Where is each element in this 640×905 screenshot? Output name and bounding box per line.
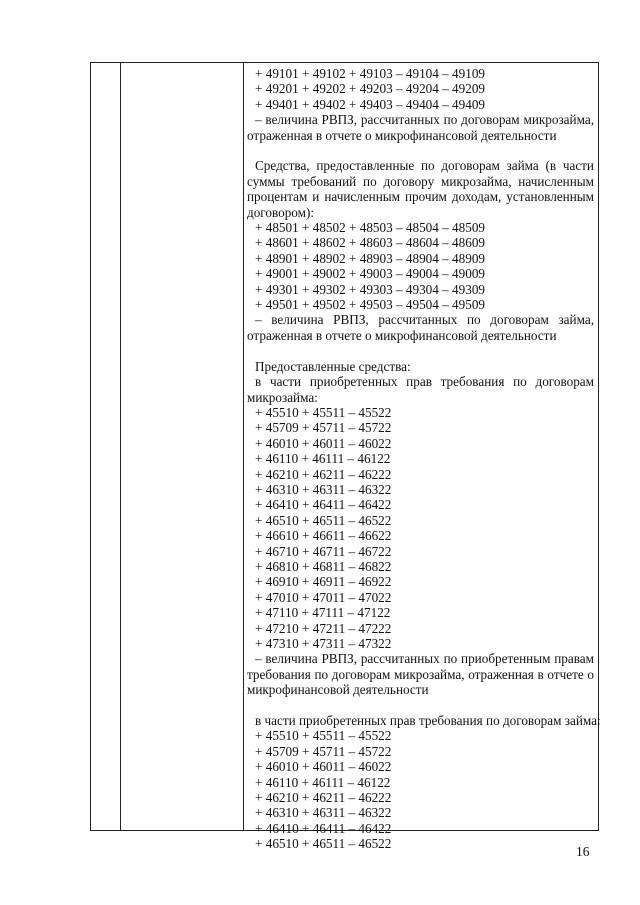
rvpz-note: – величина РВПЗ, рассчитанных по договорам микрозайма, отраженная в отчете о микрофинансовой деятельности xyxy=(247,112,594,143)
formula-line: + 49101 + 49102 + 49103 – 49104 – 49109 xyxy=(255,66,486,81)
formula-line: + 49201 + 49202 + 49203 – 49204 – 49209 xyxy=(255,81,486,97)
formula-line: + 47210 + 47211 – 47222 xyxy=(255,620,392,636)
formula-list xyxy=(247,728,594,851)
formula-line: + 46310 + 46311 – 46322 xyxy=(255,481,392,497)
formula-line: + 48601 + 48602 + 48603 – 48604 – 48609 xyxy=(255,235,486,251)
formula-line: + 46010 + 46011 – 46022 xyxy=(255,435,392,451)
formula-list xyxy=(247,405,594,652)
formula-line: + 46110 + 46111 – 46122 xyxy=(255,451,391,467)
formula-line: + 46510 + 46511 – 46522 xyxy=(255,836,392,852)
column-divider xyxy=(120,63,121,830)
formula-line: + 49401 + 49402 + 49403 – 49404 – 49409 xyxy=(255,96,486,112)
formula-line: + 46010 + 46011 – 46022 xyxy=(255,759,392,775)
column-divider xyxy=(243,63,244,830)
formula-line: + 46310 + 46311 – 46322 xyxy=(255,805,392,821)
formula-list xyxy=(247,66,594,112)
formula-line: + 47310 + 47311 – 47322 xyxy=(255,636,392,651)
formula-line: + 46110 + 46111 – 46122 xyxy=(255,774,391,790)
formula-line: + 45709 + 45711 – 45722 xyxy=(255,420,392,436)
formula-line: + 46610 + 46611 – 46622 xyxy=(255,528,392,544)
formula-line: + 49501 + 49502 + 49503 – 49504 – 49509 xyxy=(255,297,486,313)
formula-line: + 46410 + 46411 – 46422 xyxy=(255,497,392,513)
formula-line: + 48501 + 48502 + 48503 – 48504 – 48509 xyxy=(255,220,486,236)
formula-line: + 46710 + 46711 – 46722 xyxy=(255,543,392,559)
formula-line: + 48901 + 48902 + 48903 – 48904 – 48909 xyxy=(255,250,486,266)
section-heading: Предоставленные средства: xyxy=(255,358,411,374)
section-subheading: в части приобретенных прав требования по договорам микрозайма: xyxy=(247,374,594,405)
table-cell-content xyxy=(247,66,601,852)
formula-line: + 46910 + 46911 – 46922 xyxy=(255,574,392,590)
formula-line: + 46210 + 46211 – 46222 xyxy=(255,466,392,482)
formula-list xyxy=(247,220,594,312)
formula-line: + 46410 + 46411 – 46422 xyxy=(255,820,392,836)
formula-line: + 49001 + 49002 + 49003 – 49004 – 49009 xyxy=(255,266,486,282)
formula-line: + 46210 + 46211 – 46222 xyxy=(255,790,392,806)
formula-line: + 45510 + 45511 – 45522 xyxy=(255,404,392,420)
formula-line: + 47110 + 47111 – 47122 xyxy=(255,605,391,621)
section-heading: Средства, предоставленные по договорам займа (в части суммы требований по договору микрозайма, начисленным процентам и начисленным прочим доходам, установленным договором): xyxy=(247,158,594,220)
section-subheading: в части приобретенных прав требования по договорам займа: xyxy=(255,713,601,729)
rvpz-note: – величина РВПЗ, рассчитанных по договорам займа, отраженная в отчете о микрофинансовой деятельности xyxy=(247,312,594,343)
formula-line: + 46510 + 46511 – 46522 xyxy=(255,512,392,528)
formula-line: + 49301 + 49302 + 49303 – 49304 – 49309 xyxy=(255,281,486,297)
formula-line: + 45709 + 45711 – 45722 xyxy=(255,743,392,759)
formula-line: + 46810 + 46811 – 46822 xyxy=(255,558,392,574)
formula-line: + 47010 + 47011 – 47022 xyxy=(255,589,392,605)
formula-line: + 45510 + 45511 – 45522 xyxy=(255,728,392,744)
rvpz-note: – величина РВПЗ, рассчитанных по приобретенным правам требования по договорам микрозайма, отраженная в отчете о микрофинансовой деятельности xyxy=(247,651,594,698)
page-number: 16 xyxy=(576,844,590,859)
